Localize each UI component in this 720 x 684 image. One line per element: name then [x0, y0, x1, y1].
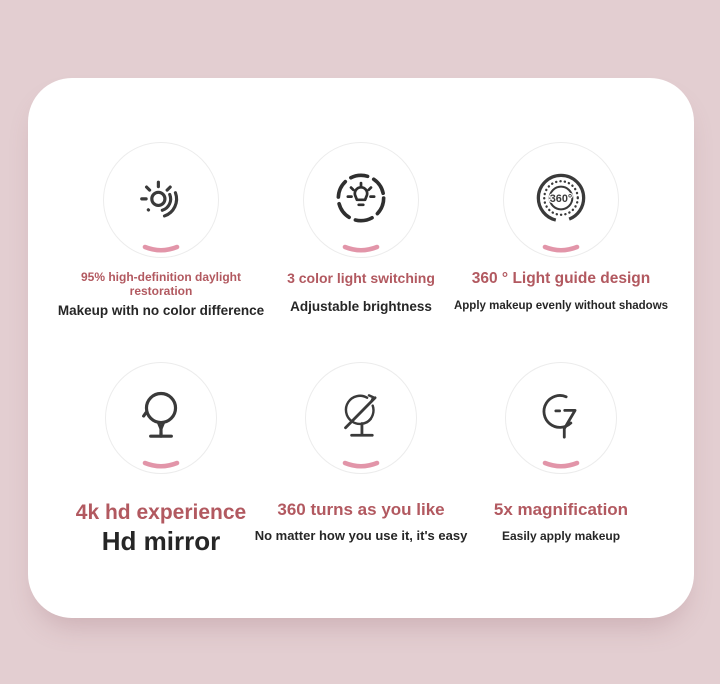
feature-subtitle: Easily apply makeup: [501, 529, 621, 544]
feature-daylight-restoration: [57, 142, 265, 342]
pink-underline-accent: [341, 243, 381, 261]
feature-subtitle: Adjustable brightness: [290, 298, 432, 314]
feature-icon-circle: [303, 142, 419, 258]
features-grid: [57, 78, 669, 557]
feature-icon-circle: [305, 362, 417, 474]
pink-underline-accent: [541, 243, 581, 261]
features-card: [28, 78, 694, 618]
ring-360-icon-label: 360°: [549, 192, 573, 205]
feature-subtitle: Makeup with no color difference: [57, 303, 265, 319]
feature-color-light-switching: [261, 142, 461, 342]
feature-light-guide-design: [453, 142, 669, 342]
pink-underline-accent: [141, 459, 181, 477]
rotating-mirror-icon: [331, 386, 391, 451]
feature-title: 360 ° Light guide design: [471, 270, 651, 287]
feature-subtitle: Hd mirror: [101, 526, 221, 557]
feature-magnification: [461, 362, 661, 557]
feature-icon-circle: [503, 142, 619, 258]
feature-icon-circle: [105, 362, 217, 474]
feature-icon-circle: [505, 362, 617, 474]
feature-title: 3 color light switching: [287, 270, 435, 286]
feature-icon-circle: [103, 142, 219, 258]
feature-title: 5x magnification: [493, 500, 629, 519]
mirror-on-stand-icon: [131, 386, 191, 451]
feature-hd-mirror: [61, 362, 261, 557]
ring-360-icon: [532, 169, 590, 232]
daylight-sun-icon: [133, 170, 189, 231]
pink-underline-accent: [541, 459, 581, 477]
feature-title: 95% high-definition daylight restoration: [81, 270, 241, 299]
feature-subtitle: No matter how you use it, it's easy: [254, 528, 468, 544]
feature-title: 360 turns as you like: [277, 500, 445, 519]
feature-360-turns: [254, 362, 468, 557]
pink-underline-accent: [141, 243, 181, 261]
feature-subtitle: Apply makeup evenly without shadows: [453, 299, 669, 312]
pink-underline-accent: [341, 459, 381, 477]
magnifying-mirror-icon: [531, 386, 591, 451]
lightbulb-brightness-icon: [332, 169, 390, 232]
feature-title: 4k hd experience: [75, 501, 247, 524]
